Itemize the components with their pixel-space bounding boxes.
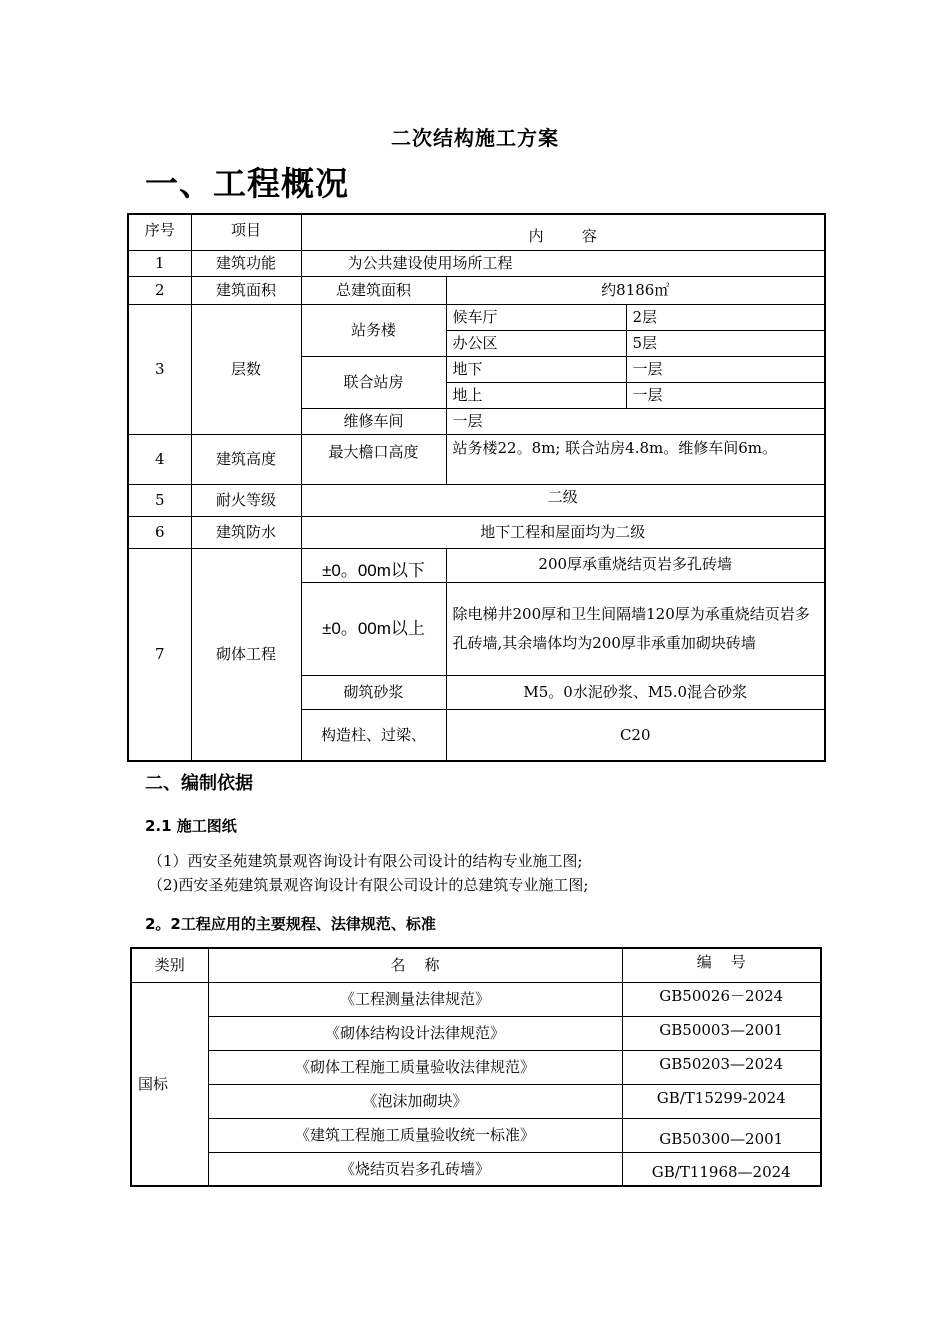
row-item: 耐火等级 xyxy=(191,484,301,516)
standard-name: 《建筑工程施工质量验收统一标准》 xyxy=(208,1118,622,1152)
subsection-2-2-heading: 2。2工程应用的主要规程、法律规范、标准 xyxy=(145,915,436,933)
standard-code: GB50300—2001 xyxy=(622,1118,821,1152)
repair-workshop-floors: 一层 xyxy=(446,408,825,434)
section-1-heading: 一、工程概况 xyxy=(145,164,349,203)
row-content: 地下工程和屋面均为二级 xyxy=(301,516,825,548)
row-item: 建筑功能 xyxy=(191,250,301,276)
standard-code: GB50026－2024 xyxy=(622,982,821,1016)
standard-code: GB50203—2024 xyxy=(622,1050,821,1084)
table-header-row xyxy=(128,214,825,250)
subsection-2-1-heading: 2.1 施工图纸 xyxy=(145,817,237,835)
waiting-hall: 候车厅 xyxy=(446,304,626,330)
structural-column-value: C20 xyxy=(446,709,825,761)
document-title: 二次结构施工方案 xyxy=(391,126,559,150)
row-item: 砌体工程 xyxy=(191,548,301,761)
station-building: 站务楼 xyxy=(301,304,446,356)
header-no: 序号 xyxy=(128,214,191,250)
aboveground-floors: 一层 xyxy=(626,382,825,408)
row-content: 约8186㎡ xyxy=(446,276,825,304)
row-no: 7 xyxy=(128,548,191,761)
table-row xyxy=(131,1118,821,1152)
standard-code: GB/T11968—2024 xyxy=(622,1152,821,1186)
row-item: 建筑高度 xyxy=(191,434,301,484)
standard-name: 《砌体工程施工质量验收法律规范》 xyxy=(208,1050,622,1084)
category-national: 国标 xyxy=(131,982,208,1186)
header-item: 项目 xyxy=(191,214,301,250)
waiting-hall-floors: 2层 xyxy=(626,304,825,330)
standard-name: 《泡沫加砌块》 xyxy=(208,1084,622,1118)
row-no: 5 xyxy=(128,484,191,516)
row-item: 建筑面积 xyxy=(191,276,301,304)
standard-code: GB/T15299-2024 xyxy=(622,1084,821,1118)
row-sub: 最大檐口高度 xyxy=(301,434,446,484)
office-area: 办公区 xyxy=(446,330,626,356)
row-item: 层数 xyxy=(191,304,301,434)
drawing-item: （2)西安圣苑建筑景观咨询设计有限公司设计的总建筑专业施工图; xyxy=(148,876,589,894)
table-row xyxy=(128,548,825,582)
row-content: 站务楼22。8m; 联合站房4.8m。维修车间6m。 xyxy=(446,434,825,484)
table-row xyxy=(131,1084,821,1118)
table-row xyxy=(128,276,825,304)
table-row xyxy=(131,1152,821,1186)
table-header-row xyxy=(131,948,821,982)
underground-floors: 一层 xyxy=(626,356,825,382)
masonry-above-zero: ±0。00m以上 xyxy=(301,582,446,675)
table-row xyxy=(128,516,825,548)
repair-workshop: 维修车间 xyxy=(301,408,446,434)
structural-column: 构造柱、过梁、 xyxy=(301,709,446,761)
masonry-below-zero: ±0。00m以下 xyxy=(301,548,446,582)
aboveground: 地上 xyxy=(446,382,626,408)
underground: 地下 xyxy=(446,356,626,382)
table-row xyxy=(128,434,825,484)
table-row xyxy=(128,484,825,516)
masonry-above-zero-value: 除电梯井200厚和卫生间隔墙120厚为承重烧结页岩多孔砖墙,其余墙体均为200厚非承重加砌块砖墙 xyxy=(446,582,825,675)
row-no: 6 xyxy=(128,516,191,548)
table-row xyxy=(128,304,825,330)
row-sub: 总建筑面积 xyxy=(301,276,446,304)
header-category: 类别 xyxy=(131,948,208,982)
row-item: 建筑防水 xyxy=(191,516,301,548)
row-no: 4 xyxy=(128,434,191,484)
masonry-below-zero-value: 200厚承重烧结页岩多孔砖墙 xyxy=(446,548,825,582)
joint-station: 联合站房 xyxy=(301,356,446,408)
mortar: 砌筑砂浆 xyxy=(301,675,446,709)
header-content: 内 容 xyxy=(301,214,825,250)
standard-name: 《烧结页岩多孔砖墙》 xyxy=(208,1152,622,1186)
header-code: 编 号 xyxy=(622,948,821,982)
standard-name: 《工程测量法律规范》 xyxy=(208,982,622,1016)
header-name: 名 称 xyxy=(208,948,622,982)
row-no: 2 xyxy=(128,276,191,304)
row-content: 二级 xyxy=(301,484,825,516)
standard-code: GB50003—2001 xyxy=(622,1016,821,1050)
section-2-heading: 二、编制依据 xyxy=(145,773,253,794)
mortar-value: M5。0水泥砂浆、M5.0混合砂浆 xyxy=(446,675,825,709)
office-area-floors: 5层 xyxy=(626,330,825,356)
table-row xyxy=(128,250,825,276)
project-overview-table xyxy=(127,213,826,762)
row-no: 3 xyxy=(128,304,191,434)
drawing-item: （1）西安圣苑建筑景观咨询设计有限公司设计的结构专业施工图; xyxy=(148,852,583,870)
row-content: 为公共建设使用场所工程 xyxy=(301,250,825,276)
row-no: 1 xyxy=(128,250,191,276)
table-row xyxy=(131,1050,821,1084)
table-row xyxy=(131,982,821,1016)
standard-name: 《砌体结构设计法律规范》 xyxy=(208,1016,622,1050)
table-row xyxy=(131,1016,821,1050)
standards-table xyxy=(130,947,822,1187)
